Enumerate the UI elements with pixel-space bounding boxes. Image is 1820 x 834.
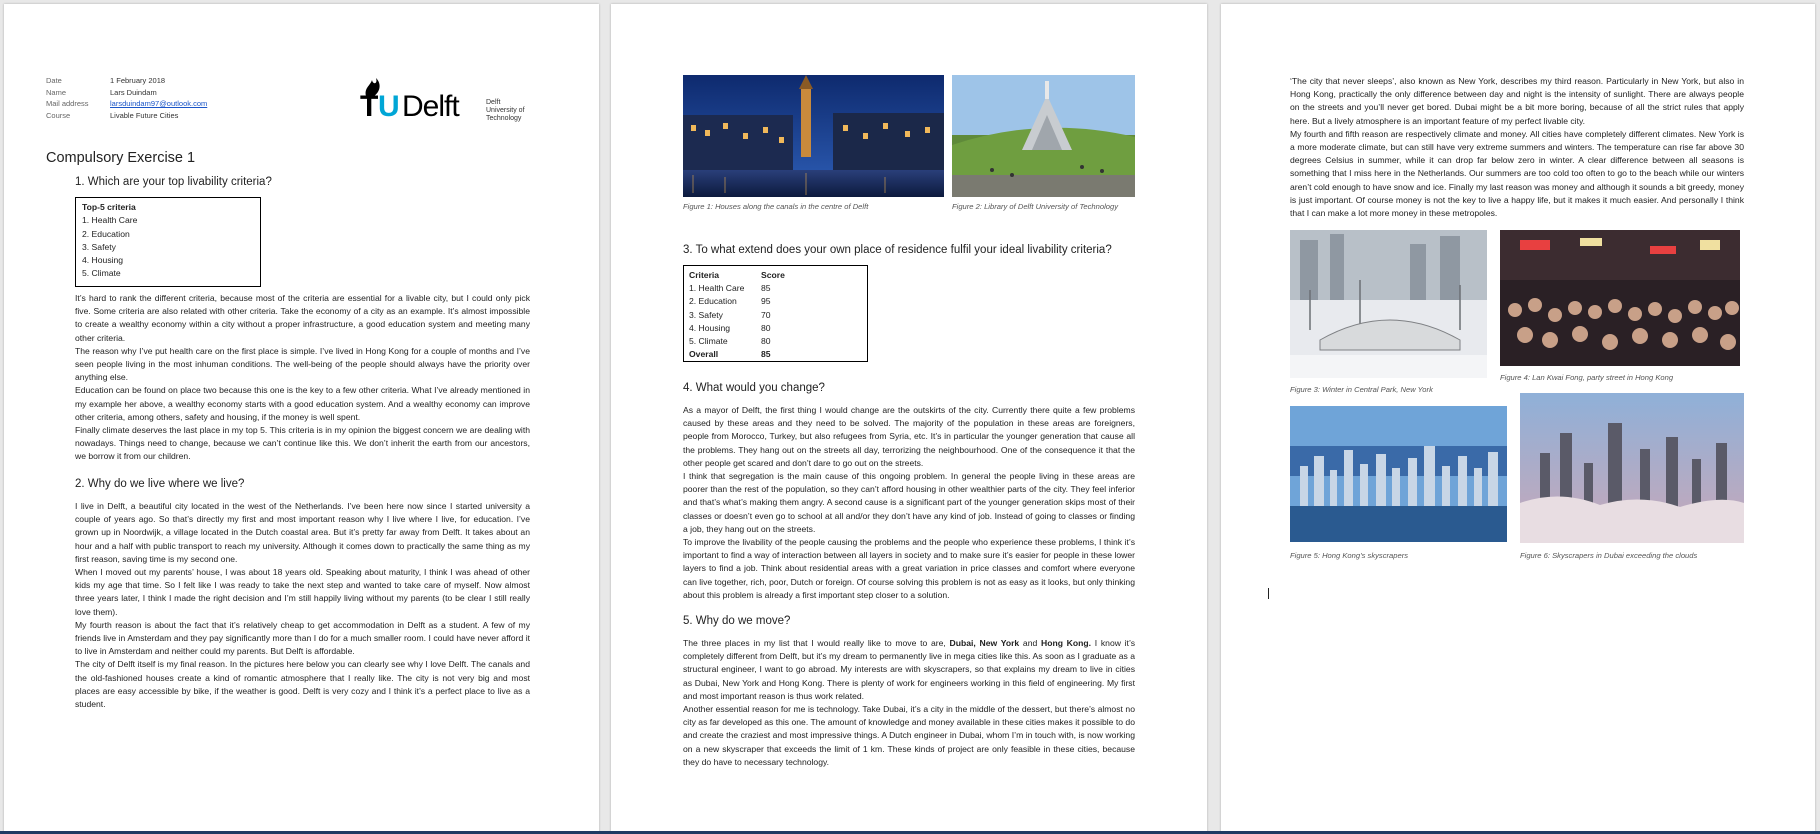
figure-1-caption: Figure 1: Houses along the canals in the centre of Delft bbox=[683, 202, 869, 211]
q5-body bbox=[683, 637, 1135, 769]
paragraph: Another essential reason for me is technology. Take Dubai, it’s a city in the middle of the dessert, but there’s almost no city as far developed as this one. The amount of knowledge and money available in these cities makes it possible to do and create the craziest and most impressive things. A Dutch engineer in Dubai, whom I’m in touch with, is now working on a new skyscraper that exceeds the limit of 1 km. These kinds of project are only feasible in these cities, because they do have to necessary technology. bbox=[683, 704, 1135, 767]
top5-header: Top-5 criteria bbox=[82, 202, 136, 212]
bold-city: Hong Kong. bbox=[1041, 638, 1092, 648]
table-row bbox=[689, 282, 785, 295]
document-title: Compulsory Exercise 1 bbox=[46, 150, 196, 166]
score-table-header bbox=[689, 269, 785, 282]
figure-4-caption: Figure 4: Lan Kwai Fong, party street in Hong Kong bbox=[1500, 373, 1674, 382]
paragraph bbox=[683, 637, 1135, 703]
paragraph: When I moved out my parents’ house, I was about 18 years old. Speaking about maturity, I think I was ahead of other kids my age that time. So I felt like I was ready to take the next step and wanted to take care of myself. Now almost three years later, I think I made the right decision and I’m still happily living without my parents (to be clear I still really love them). bbox=[75, 567, 530, 617]
q1-body bbox=[75, 292, 530, 464]
logo-t: T bbox=[360, 90, 378, 123]
criteria-cell: 3. Safety bbox=[689, 309, 723, 320]
criteria-cell: 4. Housing bbox=[689, 322, 731, 333]
logo-sub-line: University of bbox=[486, 107, 525, 114]
text-run: I know it’s completely different from Delft, but it’s my dream to permanently live in mega cities like this. As soon as I graduate as a structural engineer, I want to go abroad. My interests are with skyscrapers, so that explains my dream to live in cities as Dubai, New York and Hong Kong. There is plenty of work for engineers working in this field of engineering. My first and most important reason is thus work related. bbox=[683, 638, 1135, 701]
score-cell: 80 bbox=[761, 322, 771, 333]
page-1 bbox=[4, 4, 599, 834]
figure-4-image bbox=[1500, 230, 1740, 366]
overall-row bbox=[689, 348, 785, 361]
meta-key: Course bbox=[46, 110, 71, 120]
page3-body bbox=[1290, 75, 1744, 220]
paragraph: The city of Delft itself is my final reason. In the pictures here below you can clearly see why I love Delft. The canals and the old-fashioned houses create a kind of romantic atmosphere that I really like. The city is not very big and most places are easy accessible by bike, if the weather is good. Delft is very cozy and I think it’s a perfect place to live as a student. bbox=[75, 659, 530, 710]
table-row bbox=[689, 295, 785, 308]
criteria-cell: 1. Health Care bbox=[689, 283, 745, 294]
logo-sub-line: Delft bbox=[486, 99, 501, 106]
paragraph: My fourth and fifth reason are respectively climate and money. All cities have completely different climates. New York is a more moderate climate, but can still have very extreme summers and winters. The temperature can rise far above 30 degrees Celsius in summer, while it can drop far below zero in winter. A clear difference between all seasons is something that I miss here in the Netherlands. Our summers are too cold too often to go to the beach while our winters aren’t cold enough to have snow and ice. Finally my last reason was money and although it sounds a bit greedy, money is just important. Of course money is not the key to live a happy life, but it makes it much easier. And personally I think that I can make a lot more money in these metropoles. bbox=[1290, 128, 1744, 219]
top5-item: 4. Housing bbox=[82, 255, 124, 266]
document-meta bbox=[46, 75, 207, 121]
figure-2-caption: Figure 2: Library of Delft University of Technology bbox=[952, 202, 1119, 211]
score-cell: 70 bbox=[761, 309, 771, 320]
paragraph: My fourth reason is about the fact that it’s relatively cheap to get accommodation in Delft as a student. A few of my friends live in Amsterdam and they pay significantly more than I do for a much smaller room. I could have never afford it to live in Amsterdam and neither could my parents. But Delft is affordable. bbox=[75, 619, 530, 657]
email-link[interactable]: larsduindam97@outlook.com bbox=[110, 99, 208, 108]
score-table-grid bbox=[689, 269, 785, 361]
table-row bbox=[689, 335, 785, 348]
column-header: Criteria bbox=[689, 270, 720, 280]
top5-item: 5. Climate bbox=[82, 268, 121, 279]
paragraph: Education can be found on place two because this one is the key to a few other criteria. What I’ve already mentioned in my example her above, a wealthy economy starts with a good education system. And a wealthy economy can improve other criteria, among others, safety and housing, if the money is well spent. bbox=[75, 385, 530, 422]
table-row bbox=[689, 309, 785, 322]
figure-2-image bbox=[952, 75, 1135, 197]
column-header: Score bbox=[761, 270, 785, 280]
heading-q4: 4. What would you change? bbox=[683, 382, 825, 394]
overall-label: Overall bbox=[689, 349, 719, 360]
top5-item: 3. Safety bbox=[82, 241, 116, 252]
meta-key: Name bbox=[46, 87, 67, 97]
text-cursor bbox=[1268, 588, 1269, 599]
meta-row-course bbox=[46, 110, 207, 122]
score-table bbox=[683, 265, 868, 362]
logo-u: U bbox=[378, 90, 399, 123]
overall-score: 85 bbox=[761, 349, 771, 360]
figure-5-caption: Figure 5: Hong Kong’s skyscrapers bbox=[1290, 551, 1409, 560]
table-row bbox=[689, 322, 785, 335]
paragraph: The reason why I’ve put health care on the first place is simple. I’ve lived in Hong Kong for a couple of months and I’ve seen people living in the most inhuman conditions. The well-being of the people should always have the priority over anything else. bbox=[75, 345, 530, 383]
logo-delft: Delft bbox=[402, 90, 459, 123]
paragraph: To improve the livability of the people causing the problems and the people who experience these problems, I think it’s important to find a way of interaction between all layers in society and to make sure it’s easier for people in these lower layers to find a job. Think about residential areas with a great variation in price classes and comfort where everyone can live together, rich, poor, Dutch or foreign. Of course solving this problem is not as easy as it looks, but only thinking about this problem is already a first important step closer to a solution. bbox=[683, 537, 1135, 600]
meta-value: Livable Future Cities bbox=[110, 110, 179, 120]
meta-value: 1 February 2018 bbox=[110, 76, 166, 85]
figure-3-caption: Figure 3: Winter in Central Park, New York bbox=[1290, 385, 1433, 394]
paragraph: I think that segregation is the main cause of this ongoing problem. In general the people living in these areas are poorer than the rest of the population, so they can’t afford housing in other wealthier parts of the city. They feel inferior and that’s what’s making them angry. A second cause is a significant part of the younger generation skips most of their classes or doesn’t even go to school at all and/or they don’t have any kind of job. Instead of going to classes or finding a job, they hang out on the streets. bbox=[683, 471, 1135, 534]
paragraph: Finally climate deserves the last place in my top 5. This criteria is in my opinion the biggest concern we are dealing with nowadays. Things need to change, because we can’t continue like this. We don’t inherit the earth from our ancestors, we borrow it from our children. bbox=[75, 425, 530, 462]
meta-key: Mail address bbox=[46, 99, 89, 108]
score-cell: 80 bbox=[761, 336, 771, 347]
figure-6-image bbox=[1520, 393, 1744, 543]
heading-q3: 3. To what extend does your own place of residence fulfil your ideal livability criteria? bbox=[683, 244, 1112, 256]
figure-1-image bbox=[683, 75, 944, 197]
criteria-cell: 5. Climate bbox=[689, 336, 728, 347]
page-3 bbox=[1221, 4, 1815, 834]
paragraph: As a mayor of Delft, the first thing I would change are the outskirts of the city. Currently there quite a few problems caused by these areas and they need to be solved. The majority of the population in these areas are foreigners, people from Morocco, Turkey, but also refugees from Syria, etc. It’s in particular the younger generation that cause all the problems. They hang out on the streets all day, terrorizing the neighbourhood. One of the consequence it that the other people get scared and don’t dare to go out on the streets. bbox=[683, 405, 1135, 468]
bold-cities: Dubai, New York bbox=[949, 638, 1020, 648]
q2-body bbox=[75, 500, 530, 711]
page-2 bbox=[611, 4, 1207, 834]
heading-q1: 1. Which are your top livability criteria? bbox=[75, 176, 272, 188]
tu-delft-logo bbox=[356, 74, 536, 134]
figure-6-caption: Figure 6: Skyscrapers in Dubai exceeding the clouds bbox=[1520, 551, 1698, 560]
heading-q5: 5. Why do we move? bbox=[683, 615, 791, 627]
meta-row-mail bbox=[46, 98, 207, 110]
q4-body bbox=[683, 404, 1135, 602]
meta-key: Date bbox=[46, 76, 62, 85]
score-cell: 85 bbox=[761, 283, 771, 294]
paragraph: ‘The city that never sleeps’, also known as New York, describes my third reason. Particularly in New York, but also in Hong Kong, practically the only difference between day and night is the intensity of sunlight. There are always people on the streets and you’ll never get bored. Dubai might be a bit more boring, because of all the strict rules that apply here. But a lively atmosphere is an important feature of my perfect livable city. bbox=[1290, 76, 1744, 126]
top5-item: 1. Health Care bbox=[82, 215, 138, 226]
figure-5-image bbox=[1290, 406, 1507, 542]
meta-value: Lars Duindam bbox=[110, 87, 157, 97]
text-run: and bbox=[1019, 638, 1041, 648]
meta-row-name bbox=[46, 87, 207, 99]
figure-3-image bbox=[1290, 230, 1487, 378]
text-run: The three places in my list that I would really like to move to are, bbox=[683, 638, 950, 648]
logo-sub-line: Technology bbox=[486, 115, 522, 122]
paragraph: I live in Delft, a beautiful city located in the west of the Netherlands. I’ve been here now since I started university a couple of years ago. So that’s directly my first and most important reason why I live where I live, for education. I’ve grown up in Noordwijk, a village located in the Dutch coastal area. But it’s pretty far away from Delft. It takes about an hour and a half with public transport to reach my university. Although it comes down to practically the same thing as my first reason, saving time is my second one. bbox=[75, 501, 530, 564]
heading-q2: 2. Why do we live where we live? bbox=[75, 478, 245, 490]
top5-box bbox=[75, 197, 261, 287]
top5-item: 2. Education bbox=[82, 228, 130, 239]
score-cell: 95 bbox=[761, 296, 771, 307]
meta-row-date bbox=[46, 75, 207, 87]
paragraph: It’s hard to rank the different criteria, because most of the criteria are essential for a livable city, but I could only pick five. Some criteria are also related with other criteria. Take the economy of a city as an example. It’s almost impossible to create a wealthy economy within a city without a proper infrastructure, a good education system and meeting many other criteria. bbox=[75, 293, 530, 343]
criteria-cell: 2. Education bbox=[689, 296, 737, 307]
logo-subtitle bbox=[486, 99, 525, 123]
